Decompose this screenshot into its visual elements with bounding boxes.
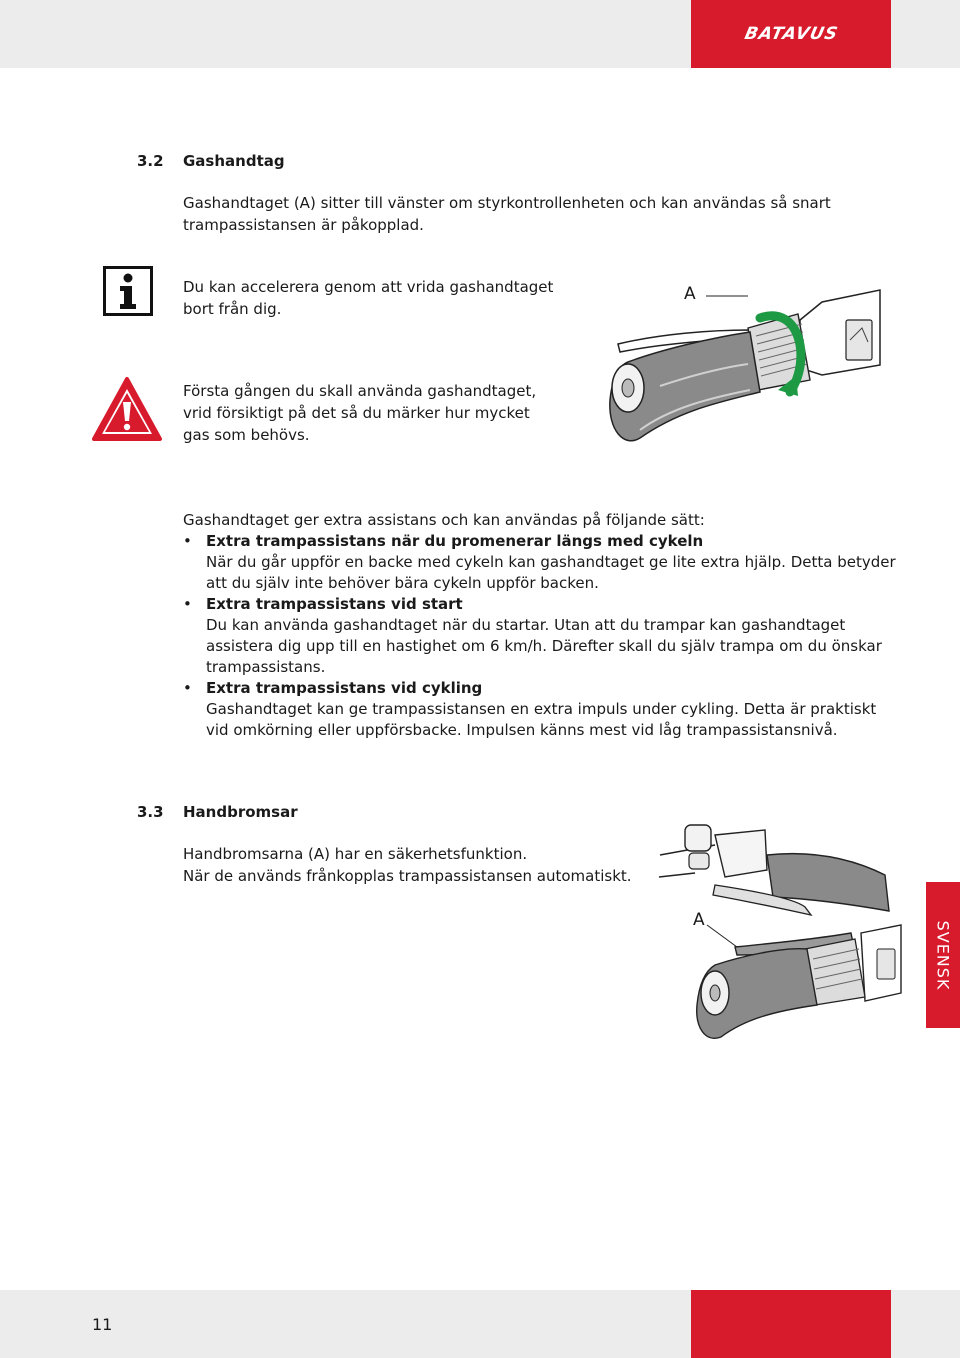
bullet-title: Extra trampassistans vid cykling [206, 679, 483, 697]
list-item: • Extra trampassistans när du promenerar längs med cykeln När du går uppför en backe med cykeln kan gashandtaget ge lite extra hjälp. Detta betyder att du själv inte behöver bära cykeln uppför backen. [183, 531, 903, 594]
brand-logo-text: BATAVUS [742, 24, 840, 44]
usage-intro: Gashandtaget ger extra assistans och kan användas på följande sätt: [183, 511, 705, 529]
page-number: 11 [92, 1315, 113, 1334]
figure-label-a: A [693, 910, 705, 930]
bullet-title: Extra trampassistans när du promenerar längs med cykeln [206, 532, 704, 550]
usage-list [183, 531, 903, 741]
section-title: Gashandtag [183, 152, 285, 170]
intro-paragraph: Gashandtaget (A) sitter till vänster om styrkontrollenheten och kan användas så snart trampassistansen är påkopplad. [183, 194, 831, 234]
language-tab [926, 882, 960, 1028]
info-note: Du kan accelerera genom att vrida gashandtaget bort från dig. [183, 278, 554, 318]
section-number: 3.3 [137, 803, 164, 821]
footer-brand-block [691, 1290, 891, 1358]
bullet-mark: • [183, 532, 192, 550]
list-item: • Extra trampassistans vid cykling Gashandtaget kan ge trampassistansen en extra impuls under cykling. Detta är praktiskt vid omkörning eller uppförsbacke. Impulsen känns mest vid låg trampassistansnivå. [183, 678, 903, 741]
list-item: • Extra trampassistans vid start Du kan använda gashandtaget när du startar. Utan att du trampar kan gashandtaget assistera dig upp till en hastighet om 6 km/h. Därefter skall du själv trampa om du önskar trampassistans. [183, 594, 903, 678]
section-title: Handbromsar [183, 803, 298, 821]
bullet-title: Extra trampassistans vid start [206, 595, 463, 613]
warning-triangle-icon [91, 376, 163, 446]
figure-label-a: A [684, 284, 696, 304]
language-tab-label: SVENSK [933, 920, 953, 990]
info-icon [103, 266, 153, 320]
throttle-illustration [600, 280, 885, 464]
brake-paragraph: Handbromsarna (A) har en säkerhetsfunktion. När de används frånkopplas trampassistansen automatiskt. [183, 845, 632, 885]
section-number: 3.2 [137, 152, 164, 170]
bullet-mark: • [183, 595, 192, 613]
brand-logo [691, 0, 891, 68]
warning-note: Första gången du skall använda gashandtaget, vrid försiktigt på det så du märker hur mycket gas som behövs. [183, 382, 537, 444]
brake-illustration [655, 815, 905, 1049]
bullet-mark: • [183, 679, 192, 697]
